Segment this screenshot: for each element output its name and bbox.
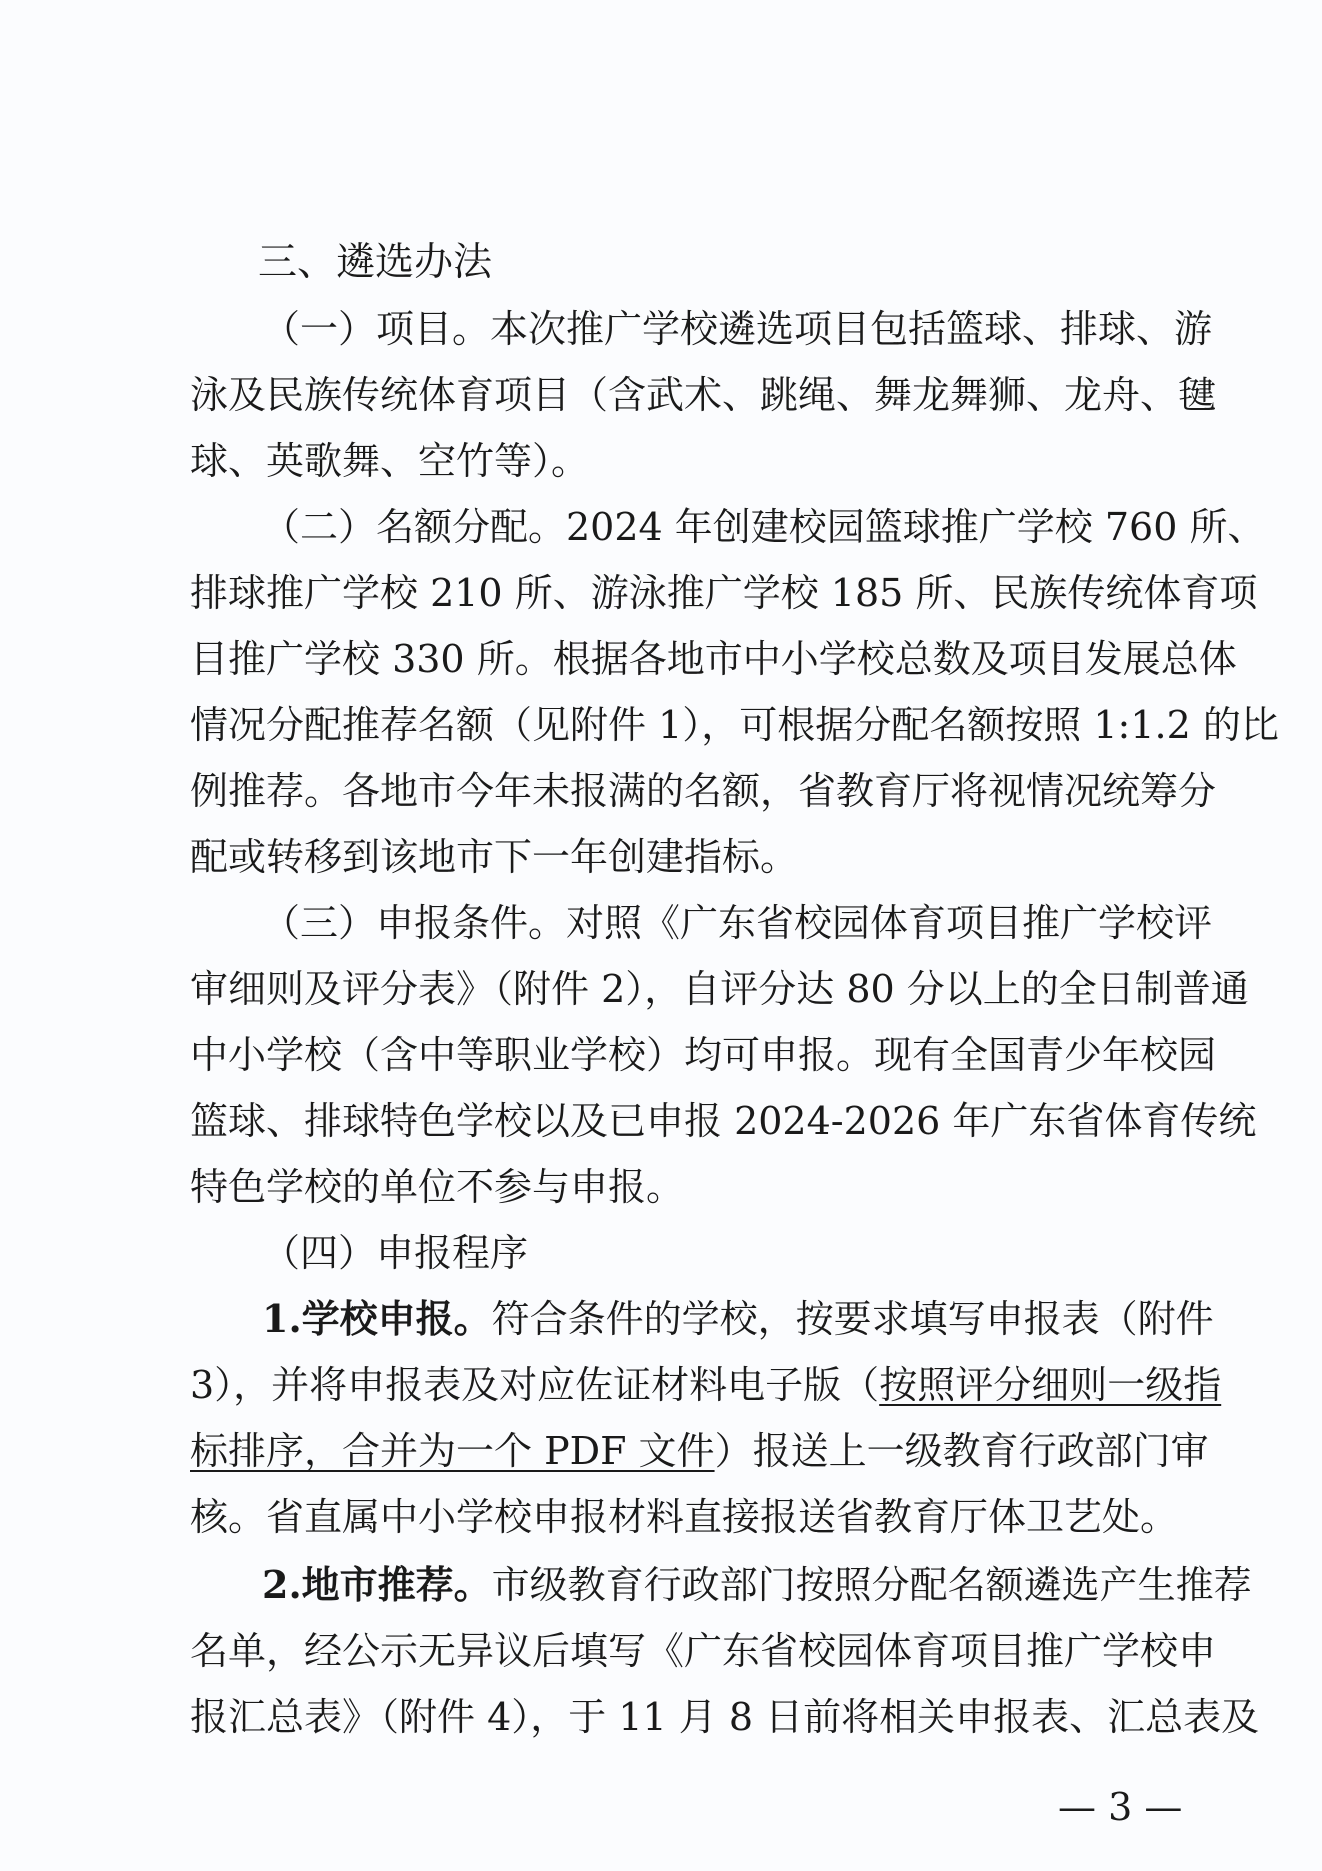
- step2-line-2: 名单，经公示无异议后填写《广东省校园体育项目推广学校申: [190, 1629, 1217, 1673]
- step1-line-4: 核。省直属中小学校申报材料直接报送省教育厅体卫艺处。: [190, 1495, 1179, 1539]
- page-number: — 3 —: [1058, 1785, 1183, 1829]
- step1-label: 1.学校申报。: [262, 1296, 492, 1341]
- section-heading: 三、遴选办法: [258, 240, 493, 285]
- conditions-line-4: 篮球、排球特色学校以及已申报 2024-2026 年广东省体育传统: [190, 1099, 1257, 1143]
- quota-line-5: 例推荐。各地市今年未报满的名额，省教育厅将视情况统筹分: [190, 769, 1217, 813]
- quota-line-4: 情况分配推荐名额（见附件 1），可根据分配名额按照 1:1.2 的比: [190, 703, 1279, 747]
- step2-label: 2.地市推荐。: [262, 1562, 492, 1607]
- conditions-line-3: 中小学校（含中等职业学校）均可申报。现有全国青少年校园: [190, 1033, 1217, 1077]
- underlined-instruction-cont: 标排序，合并为一个 PDF 文件: [190, 1429, 715, 1473]
- step1-line-2: 3），并将申报表及对应佐证材料电子版（按照评分细则一级指: [190, 1363, 1222, 1407]
- projects-line-1: （一）项目。本次推广学校遴选项目包括篮球、排球、游: [262, 307, 1213, 351]
- quota-line-3: 目推广学校 330 所。根据各地市中小学校总数及项目发展总体: [190, 637, 1237, 681]
- conditions-line-1: （三）申报条件。对照《广东省校园体育项目推广学校评: [262, 901, 1213, 945]
- conditions-line-5: 特色学校的单位不参与申报。: [190, 1165, 685, 1209]
- step1-line-1: 1.学校申报。符合条件的学校，按要求填写申报表（附件: [262, 1296, 1214, 1341]
- projects-line-2: 泳及民族传统体育项目（含武术、跳绳、舞龙舞狮、龙舟、毽: [190, 373, 1217, 417]
- step2-line-3: 报汇总表》（附件 4），于 11 月 8 日前将相关申报表、汇总表及: [190, 1695, 1260, 1739]
- step2-line-1: 2.地市推荐。市级教育行政部门按照分配名额遴选产生推荐: [262, 1562, 1252, 1607]
- quota-line-2: 排球推广学校 210 所、游泳推广学校 185 所、民族传统体育项: [190, 571, 1258, 615]
- conditions-line-2: 审细则及评分表》（附件 2），自评分达 80 分以上的全日制普通: [190, 967, 1249, 1011]
- quota-line-1: （二）名额分配。2024 年创建校园篮球推广学校 760 所、: [262, 505, 1266, 549]
- step1-line-3: 标排序，合并为一个 PDF 文件）报送上一级教育行政部门审: [190, 1429, 1209, 1473]
- procedure-title: （四）申报程序: [262, 1231, 529, 1275]
- projects-line-3: 球、英歌舞、空竹等）。: [190, 439, 590, 483]
- quota-line-6: 配或转移到该地市下一年创建指标。: [190, 835, 799, 879]
- underlined-instruction: 按照评分细则一级指: [879, 1363, 1222, 1407]
